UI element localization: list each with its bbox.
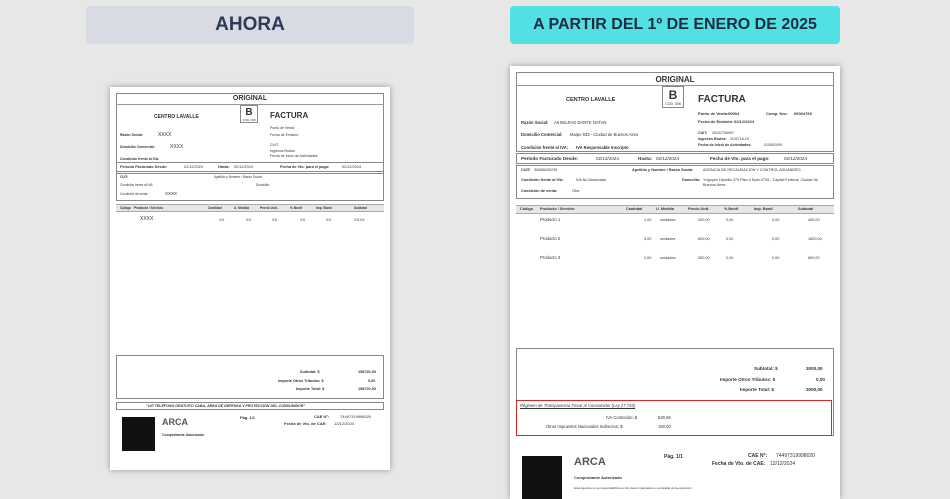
table-col-header: Código	[520, 207, 534, 211]
ingresos-brutos: Ingresos Brutos:	[270, 149, 296, 153]
cae-label: CAE N°:	[314, 414, 330, 419]
invoice-2025	[510, 66, 840, 499]
vto-value: 02/12/2024	[784, 156, 807, 161]
qr-code	[522, 456, 562, 499]
table-col-header: Producto / Servicio	[134, 206, 164, 210]
row-imp-bonif: XX	[326, 217, 332, 222]
periodo-label: Período Facturado Desde:	[521, 156, 579, 161]
original-label: ORIGINAL	[232, 95, 268, 102]
condicion-iva2: Condición frente al IVA:	[120, 183, 154, 187]
row-price: XX	[272, 217, 278, 222]
cventa-label: Condición de venta:	[521, 189, 558, 193]
otros-imp-label: Otros Impuestos Nacionales Indirectos: $	[546, 424, 623, 429]
table-col-header: Precio Unit.	[688, 207, 710, 211]
hasta-value: 02/12/2024	[656, 156, 679, 161]
factura-title: FACTURA	[698, 94, 746, 105]
condicion-venta: Condición de venta:	[120, 192, 149, 196]
dom2-value: Yrigoyen Hipolito 370 Piso:4 Dpto:4749 - Capital Federal, Ciudad de Buenos Aires	[703, 178, 818, 187]
row-cell: 300,00	[698, 256, 710, 260]
vto-label: Fecha de Vto. para el pago:	[710, 156, 770, 161]
condicion-iva-value: IVA Responsable Inscripto	[576, 145, 629, 150]
razon-social-value: AKSELRAD DANTE NATAN	[554, 120, 607, 125]
total-label: Importe Total: $	[296, 387, 325, 391]
table-col-header: Cantidad	[208, 206, 222, 210]
domicilio-label: Domicilio Comercial:	[120, 145, 155, 149]
periodo-label: Período Facturado Desde:	[120, 165, 168, 169]
civa2-label: Condición frente al IVA:	[521, 178, 564, 182]
cuit-label: CUIT:	[698, 131, 708, 135]
subtotal-value: 3000,00	[806, 366, 823, 371]
vto-value: 02/12/2024	[342, 165, 362, 169]
row-cell: 3,00	[644, 237, 652, 241]
invoice-now	[110, 87, 390, 470]
autorizado: Comprobante Autorizado	[162, 433, 204, 437]
invoice-letter: B	[245, 107, 253, 118]
row-qty: XX	[219, 217, 225, 222]
row-cell: 2,00	[644, 256, 652, 260]
qr-code	[122, 417, 155, 451]
row-product: Producto 2	[540, 236, 561, 241]
cae-vto-value: 12/12/2024	[334, 421, 355, 426]
fecha-emision: Fecha de Emisión:	[270, 133, 299, 137]
fecha-inicio: Fecha de Inicio de Actividades:	[270, 154, 319, 158]
pag: Pág. 1/1	[664, 454, 683, 460]
total-value: 198720,00	[358, 387, 376, 391]
letter-box	[662, 86, 684, 108]
row-product: Producto 3	[540, 255, 561, 260]
row-product: XXXX	[140, 216, 154, 222]
apellido-value: AGENCIA DE RECAUDACION Y CONTROL ADUANERO	[703, 168, 801, 172]
cae-vto-label: Fecha de Vto. de CAE:	[284, 421, 327, 426]
hasta-label: Hasta:	[638, 156, 653, 161]
ib-label: Ingresos Brutos:	[698, 137, 727, 141]
regimen-title: Régimen de Transparencia Fiscal al Consumidor (Ley 27.743)	[520, 403, 636, 408]
fecha-emision-value: 02/12/2024	[734, 119, 755, 124]
row-cell: 600,00	[698, 237, 710, 241]
row-cell: unidades	[660, 256, 676, 260]
subtotal-value: 198720,00	[358, 370, 376, 374]
row-cell: 400,00	[698, 218, 710, 222]
cae-vto-value: 12/12/2024	[770, 461, 796, 467]
table-col-header: U. Medida	[234, 206, 250, 210]
total-value: 3000,00	[806, 387, 823, 392]
punto-venta-value: 00004	[728, 111, 740, 116]
inicio-value: 01/05/2009	[764, 143, 782, 147]
razon-social-label: Razón Social:	[120, 133, 143, 137]
company-name: CENTRO LAVALLE	[154, 114, 199, 120]
cventa-value: Otra	[572, 189, 580, 193]
vto-label: Fecha de Vto. para el pago:	[280, 165, 330, 169]
punto-venta: Punto de Venta:	[270, 126, 295, 130]
cuit: CUIT:	[270, 143, 279, 147]
apellido-label: Apellido y Nombre / Razón Social:	[632, 168, 694, 172]
row-bonif: XX	[300, 217, 306, 222]
hasta-value: 02/12/2024	[234, 165, 254, 169]
cuit2-value: 30688430239	[534, 168, 558, 172]
now-banner: AHORA	[86, 6, 414, 44]
domicilio-label: Domicilio Comercial:	[521, 132, 563, 137]
otros-label: Importe Otros Tributos: $	[278, 379, 324, 383]
total-label: Importe Total: $	[740, 387, 775, 392]
invoice-code: COD. 006	[665, 102, 681, 106]
apellido-label: Apellido y Nombre / Razón Social:	[214, 175, 263, 179]
row-product: Producto 1	[540, 217, 561, 222]
arca-logo: ARCA	[162, 417, 188, 427]
subtotal-label: Subtotal: $	[754, 366, 778, 371]
table-col-header: % Bonif	[290, 206, 302, 210]
cae-label: CAE N°:	[748, 453, 768, 459]
ib-value: 1102716-10	[730, 137, 749, 141]
cuit2: CUIT:	[120, 175, 129, 179]
iva-contenido-value: 520,66	[658, 415, 671, 420]
razon-social-value: XXXX	[158, 132, 172, 138]
otros-label: Importe Otros Tributos: $	[720, 377, 776, 382]
row-cell: 0,00	[726, 237, 734, 241]
otros-value: 0,00	[368, 379, 376, 383]
cae-vto-label: Fecha de Vto. de CAE:	[712, 461, 766, 467]
condicion-venta-value: XXXX	[165, 191, 178, 196]
punto-venta-label: Punto de Venta:	[698, 111, 729, 116]
row-cell: 0,00	[772, 218, 780, 222]
table-col-header: Subtotal	[798, 207, 814, 211]
razon-social-label: Razón Social:	[521, 120, 549, 125]
arca-logo: ARCA	[574, 456, 606, 468]
table-col-header: Imp. Bonif.	[754, 207, 774, 211]
table-col-header: Código	[120, 206, 131, 210]
table-col-header: U. Medida	[656, 207, 674, 211]
table-col-header: % Bonif	[724, 207, 739, 211]
cae-value: 74497319998020	[776, 453, 815, 459]
row-cell: 600,00	[808, 256, 820, 260]
periodo-desde: 02/12/2024	[596, 156, 619, 161]
fine-print: Esta Agencia no se responsabiliza por los datos ingresados en el detalle de la operación	[574, 486, 692, 490]
row-unit: XX	[246, 217, 252, 222]
row-cell: 0,00	[726, 256, 734, 260]
letter-box	[240, 105, 258, 123]
table-col-header: Precio Unit.	[260, 206, 278, 210]
iva-contenido-label: IVA Contenido: $	[606, 415, 638, 420]
hasta-label: Hasta:	[218, 165, 230, 169]
row-cell: 1,00	[644, 218, 652, 222]
comp-label: Comp. Nro:	[766, 111, 788, 116]
fecha-emision-label: Fecha de Emisión:	[698, 119, 734, 124]
row-cell: 0,00	[772, 256, 780, 260]
table-col-header: Subtotal	[354, 206, 367, 210]
subtotal-label: Subtotal: $	[300, 370, 320, 374]
table-col-header: Producto / Servicio	[540, 207, 575, 211]
cae-value: 74497319998020	[340, 414, 372, 419]
civa2-value: IVA No Alcanzado	[576, 178, 607, 182]
row-subtotal: XXXX	[354, 217, 365, 222]
factura-title: FACTURA	[270, 111, 309, 120]
table-col-header: Imp. Bonif.	[316, 206, 333, 210]
autorizado: Comprobante Autorizado	[574, 475, 622, 480]
row-cell: 0,00	[772, 237, 780, 241]
row-cell: 0,00	[726, 218, 734, 222]
inicio-label: Fecha de Inicio de Actividades:	[698, 143, 752, 147]
dom2-label: Domicilio:	[682, 178, 701, 182]
invoice-letter: B	[668, 88, 678, 102]
original-label: ORIGINAL	[655, 75, 695, 84]
comp-value: 00004769	[794, 111, 812, 116]
company-name: CENTRO LAVALLE	[566, 97, 616, 103]
row-cell: 1800,00	[808, 237, 822, 241]
footer-note: "147 TELÉFONO GRATUITO CABA, ÁREA DE DEFENSA Y PROTECCIÓN DEL CONSUMIDOR"	[146, 404, 306, 408]
cuit-value: 20242706097	[712, 131, 734, 135]
cuit2-label: CUIT:	[521, 168, 531, 172]
periodo-desde: 02/12/2024	[184, 165, 204, 169]
domicilio2: Domicilio:	[256, 183, 270, 187]
table-col-header: Cantidad	[626, 207, 643, 211]
otros-imp-value: 150,00	[658, 424, 671, 429]
pag: Pág. 1/1	[240, 415, 256, 420]
condicion-iva-label: Condición frente al IVA:	[120, 157, 160, 161]
otros-value: 0,00	[816, 377, 825, 382]
row-cell: unidades	[660, 218, 676, 222]
row-cell: unidades	[660, 237, 676, 241]
domicilio-value: Maipu 933 - Ciudad de Buenos Aires	[570, 132, 639, 137]
totals-box	[116, 355, 384, 399]
domicilio-value: XXXX	[170, 144, 184, 150]
from-2025-banner: A PARTIR DEL 1º DE ENERO DE 2025	[510, 6, 840, 44]
condicion-iva-label: Condición frente al IVA:	[521, 145, 569, 150]
row-cell: 400,00	[808, 218, 820, 222]
invoice-code: COD. 006	[242, 118, 256, 122]
